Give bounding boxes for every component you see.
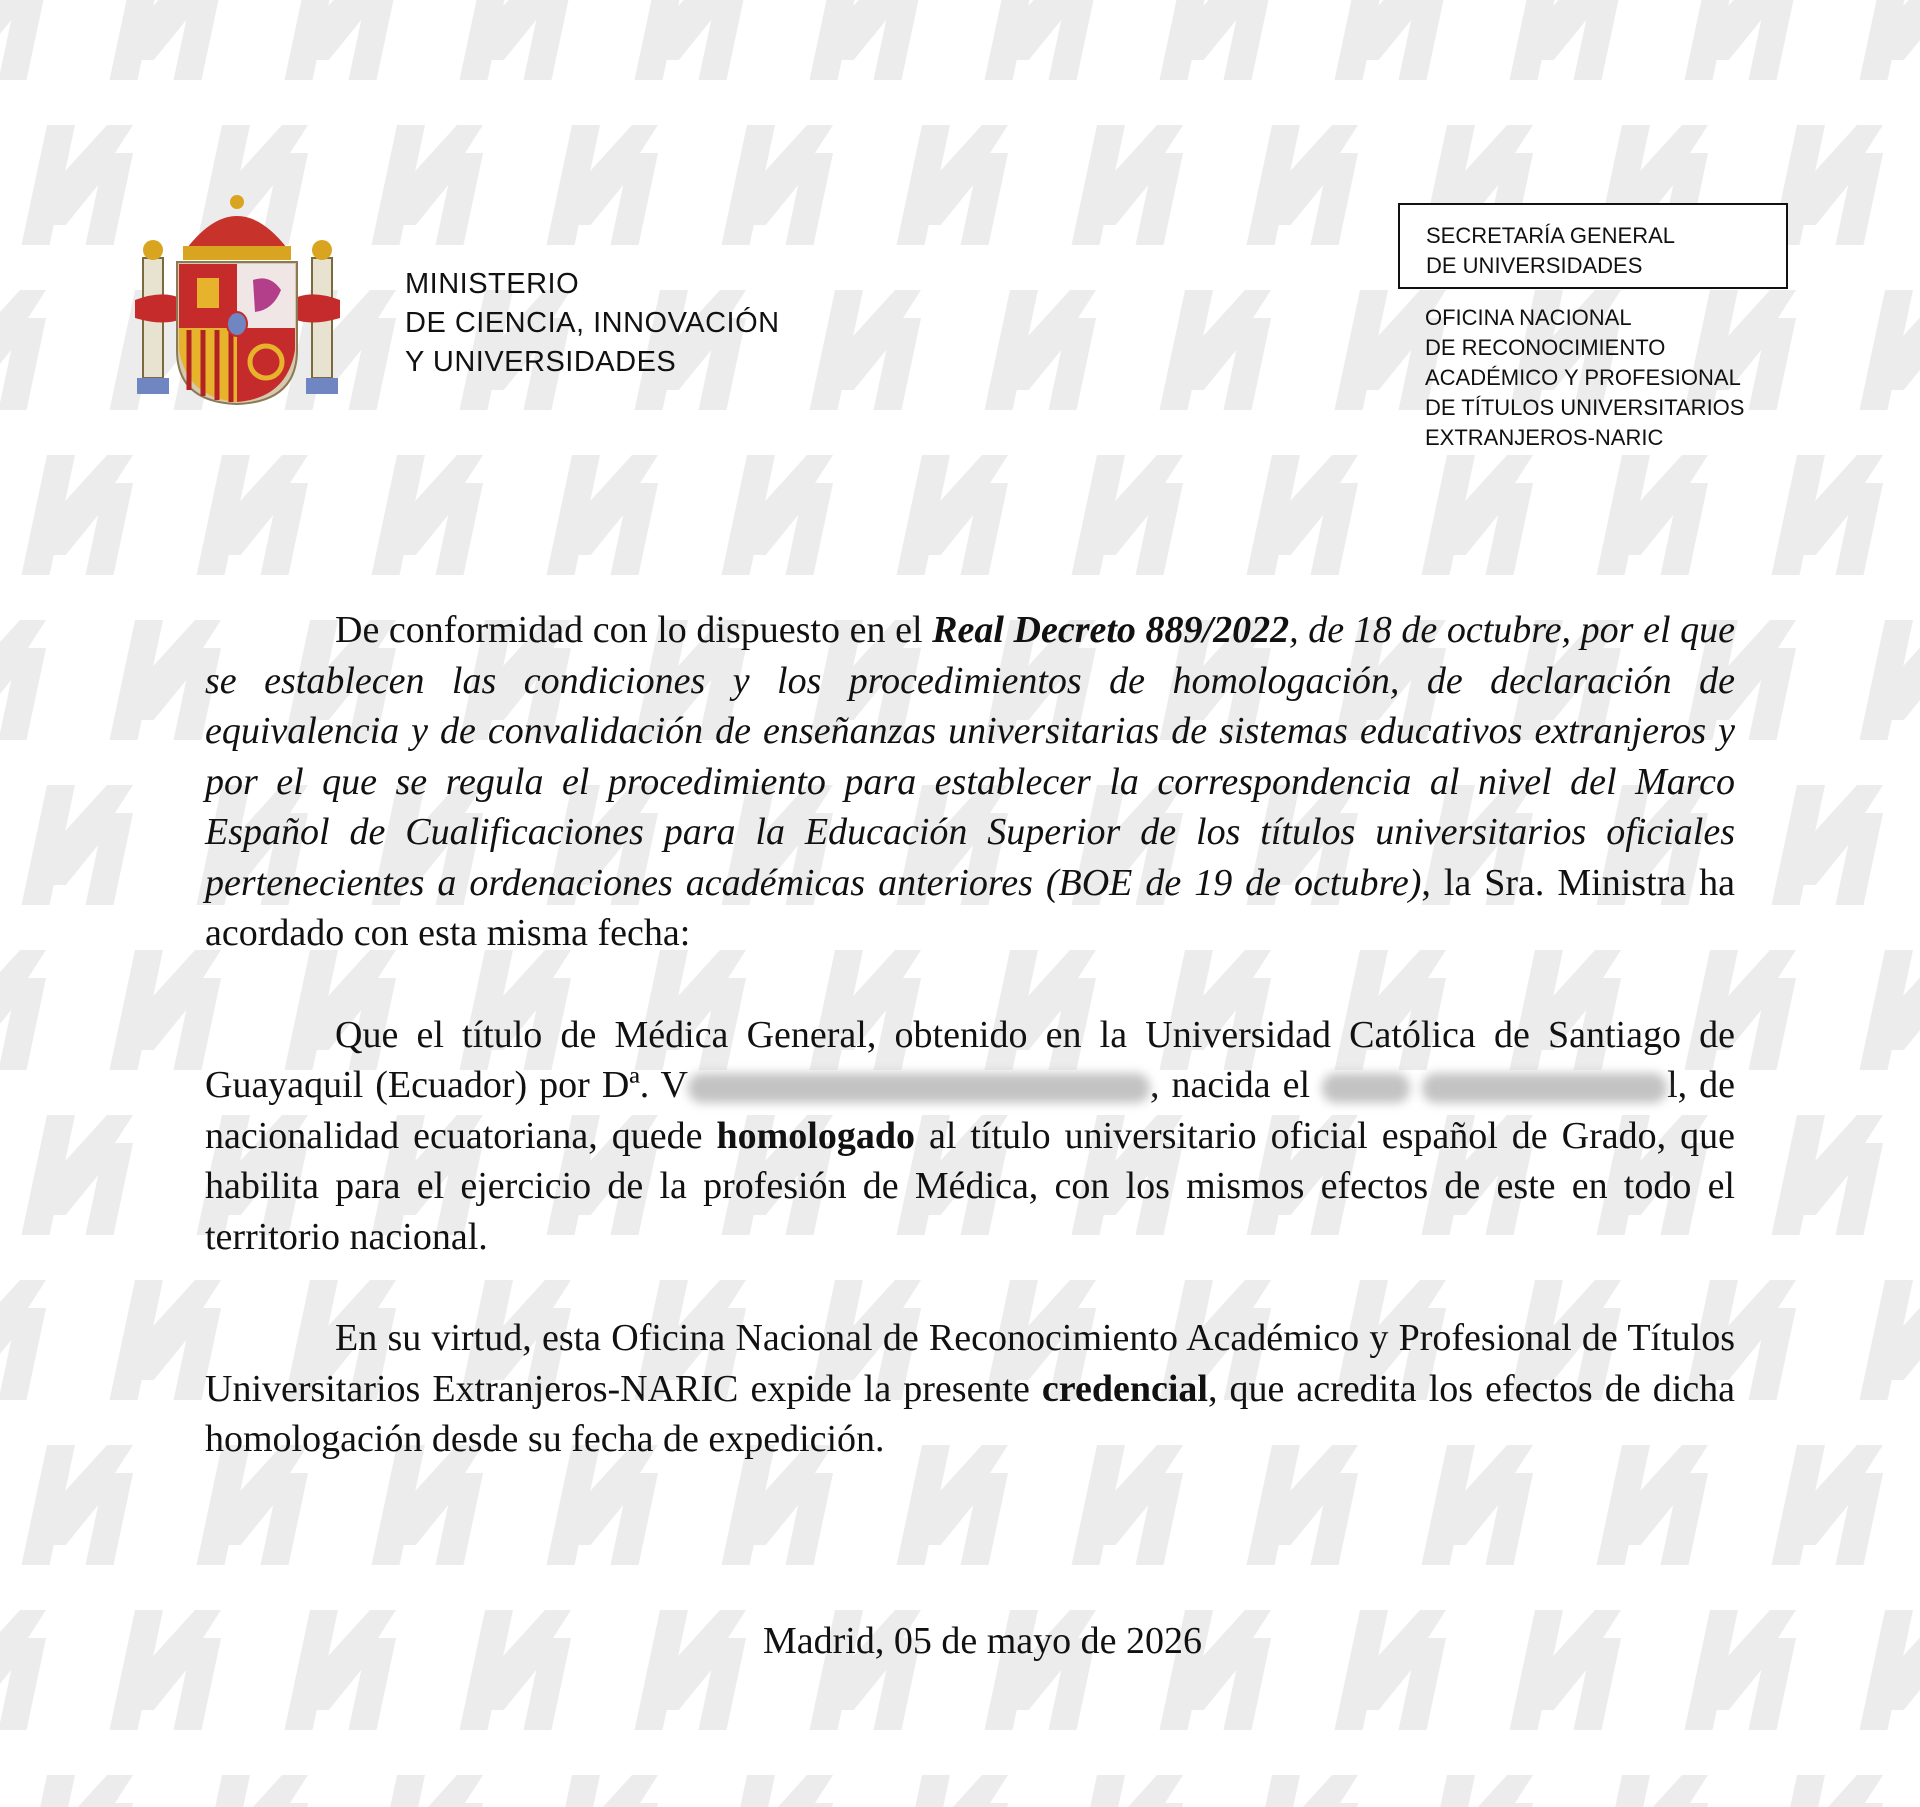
watermark-mark — [1071, 455, 1189, 575]
watermark-mark — [1859, 1280, 1920, 1400]
watermark-mark — [1859, 950, 1920, 1070]
secretariat-line: SECRETARÍA GENERAL — [1426, 223, 1675, 248]
watermark-mark — [1859, 0, 1920, 80]
watermark-mark — [896, 455, 1014, 575]
credencial-emphasis: credencial — [1041, 1367, 1208, 1410]
watermark-mark — [21, 1445, 139, 1565]
watermark-mark — [546, 455, 664, 575]
redacted-birthdate — [1322, 1073, 1410, 1103]
text-span: l, de nacionalidad ecuatoriana, quede — [205, 1064, 1735, 1157]
watermark-mark — [1421, 1775, 1539, 1807]
watermark-mark — [1509, 0, 1627, 80]
watermark-mark — [1859, 620, 1920, 740]
watermark-mark — [371, 1775, 489, 1807]
watermark-mark — [196, 455, 314, 575]
watermark-mark — [371, 125, 489, 245]
text-span: En su virtud, esta Oficina Nacional de Reconocimiento Académico y Profesional de Títulos Universitarios Extranjeros-NARIC expide la presente — [205, 1317, 1735, 1410]
watermark-mark — [1771, 1445, 1889, 1565]
watermark-mark — [1771, 455, 1889, 575]
watermark-mark — [1596, 455, 1714, 575]
watermark-mark — [1071, 125, 1189, 245]
watermark-mark — [0, 290, 52, 410]
office-line: ACADÉMICO Y PROFESIONAL — [1425, 365, 1741, 390]
office-name — [1425, 303, 1744, 453]
ministry-name — [405, 265, 780, 382]
watermark-mark — [1771, 1775, 1889, 1807]
watermark-mark — [1596, 1775, 1714, 1807]
ministry-line: Y UNIVERSIDADES — [405, 346, 677, 378]
watermark-mark — [284, 0, 402, 80]
watermark-mark — [721, 125, 839, 245]
watermark-mark — [1246, 1775, 1364, 1807]
decree-name: Real Decreto 889/2022 — [932, 609, 1290, 651]
ministry-line: DE CIENCIA, INNOVACIÓN — [405, 307, 780, 339]
watermark-mark — [0, 1280, 52, 1400]
watermark-mark — [1071, 1775, 1189, 1807]
office-line: OFICINA NACIONAL — [1425, 305, 1632, 330]
place-and-date: Madrid, 05 de mayo de 2026 — [762, 1620, 1203, 1662]
watermark-mark — [896, 1775, 1014, 1807]
watermark-mark — [896, 125, 1014, 245]
text-span: , que acredita los efectos de dicha homologación desde su fecha de expedición. — [205, 1367, 1735, 1460]
watermark-mark — [21, 785, 139, 905]
watermark-mark — [1334, 0, 1452, 80]
office-line: EXTRANJEROS-NARIC — [1425, 425, 1664, 450]
watermark-mark — [21, 1115, 139, 1235]
watermark-mark — [721, 1775, 839, 1807]
redacted-name — [688, 1073, 1150, 1103]
watermark-mark — [721, 455, 839, 575]
watermark-mark — [1246, 455, 1364, 575]
watermark-mark — [984, 0, 1102, 80]
watermark-mark — [21, 455, 139, 575]
text-span: al título universitario oficial español de Grado, que habilita para el ejercicio de la profesión de Médica, con los mismos efectos de este en todo el territorio nacional. — [205, 1114, 1735, 1258]
watermark-mark — [1159, 290, 1277, 410]
secretariat-box — [1398, 203, 1788, 289]
text-span: Que el título de Médica General, obtenido en la Universidad Católica de Santiago de Guayaquil (Ecuador) por Dª. V — [205, 1013, 1735, 1106]
watermark-mark — [1684, 0, 1802, 80]
watermark-mark — [0, 950, 52, 1070]
watermark-mark — [809, 290, 927, 410]
watermark-mark — [984, 290, 1102, 410]
watermark-mark — [21, 125, 139, 245]
decree-title: , de 18 de octubre, por el que se establecen las condiciones y los procedimientos de homologación, de declaración de equivalencia y de convalidación de enseñanzas universitarias de sistemas educativos extranjeros y por el que se regula el procedimiento para establecer la correspondencia al nivel del Marco Español de Cualificaciones para la Educación Superior de los títulos universitarios oficiales pertenecientes a ordenaciones académicas anteriores (BOE de 19 de octubre) — [205, 609, 1735, 904]
watermark-mark — [371, 455, 489, 575]
watermark-mark — [1771, 1115, 1889, 1235]
watermark-mark — [809, 0, 927, 80]
watermark-mark — [546, 125, 664, 245]
resolution-body — [205, 605, 1735, 1516]
text-span: , la Sra. Ministra ha acordado con esta misma fecha: — [205, 861, 1735, 954]
watermark-mark — [109, 0, 227, 80]
watermark-mark — [1159, 0, 1277, 80]
watermark-mark — [0, 620, 52, 740]
watermark-mark — [546, 1775, 664, 1807]
watermark-mark — [1246, 125, 1364, 245]
watermark-mark — [1771, 785, 1889, 905]
paragraph-legal-basis — [205, 605, 1735, 959]
ministry-line: MINISTERIO — [405, 268, 580, 300]
office-line: DE RECONOCIMIENTO — [1425, 335, 1666, 360]
watermark-mark — [0, 0, 52, 80]
coat-of-arms-icon — [135, 190, 340, 410]
paragraph-credential — [205, 1313, 1735, 1465]
watermark-mark — [21, 1775, 139, 1807]
watermark-mark — [634, 0, 752, 80]
secretariat-line: DE UNIVERSIDADES — [1426, 253, 1643, 278]
watermark-mark — [196, 1775, 314, 1807]
office-line: DE TÍTULOS UNIVERSITARIOS — [1425, 395, 1745, 420]
paragraph-homologation — [205, 1010, 1735, 1263]
watermark-mark — [1859, 290, 1920, 410]
watermark-mark — [459, 0, 577, 80]
watermark-mark — [1421, 455, 1539, 575]
homologado-emphasis: homologado — [716, 1114, 915, 1157]
watermark-mark — [1771, 125, 1889, 245]
text-span: De conformidad con lo dispuesto en el — [335, 609, 933, 651]
redacted-birthdate — [1422, 1073, 1667, 1103]
text-span: , nacida el — [1150, 1064, 1323, 1106]
